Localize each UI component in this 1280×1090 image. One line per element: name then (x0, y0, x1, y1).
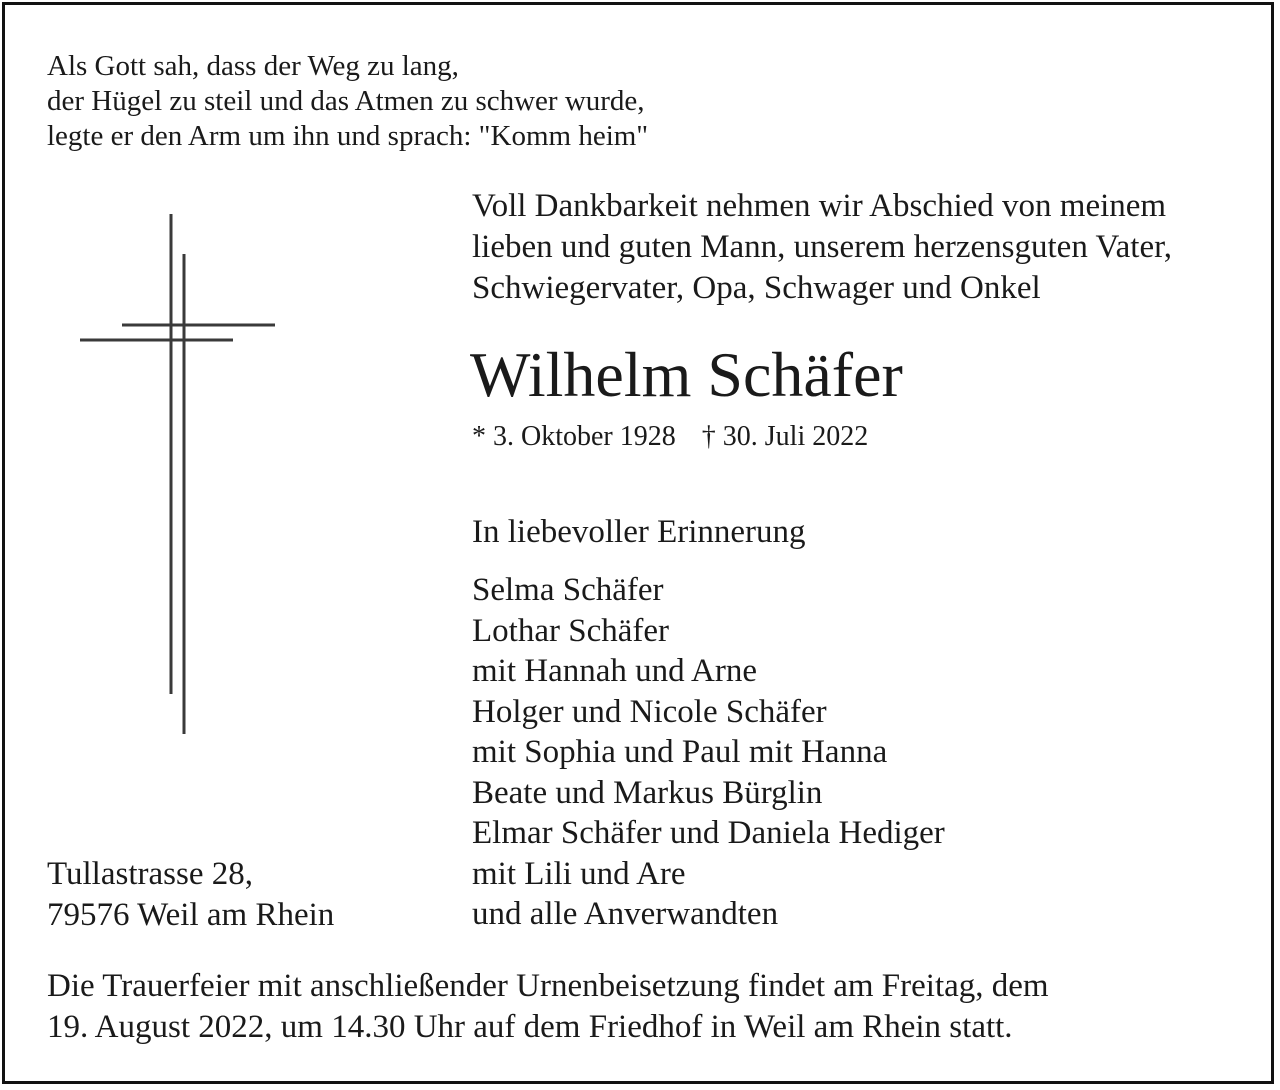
intro-line: Voll Dankbarkeit nehmen wir Abschied von meinem (472, 188, 1167, 224)
mourner-entry: Holger und Nicole Schäfer (472, 693, 827, 730)
address-city: 79576 Weil am Rhein (47, 896, 335, 933)
motto-line: der Hügel zu steil und das Atmen zu schwer wurde, (47, 85, 645, 117)
cross-icon (76, 212, 282, 740)
mourners-list (472, 570, 945, 935)
service-line: 19. August 2022, um 14.30 Uhr auf dem Friedhof in Weil am Rhein statt. (47, 1009, 1013, 1045)
mourner-entry: und alle Anverwandten (472, 896, 779, 932)
service-announcement (47, 966, 1049, 1048)
life-dates (472, 419, 868, 455)
service-line: Die Trauerfeier mit anschließender Urnenbeisetzung findet am Freitag, dem (47, 968, 1049, 1004)
remembrance-line: In liebevoller Erinnerung (472, 514, 806, 550)
mourner-entry: Selma Schäfer (472, 572, 664, 608)
motto-verse (47, 49, 648, 154)
intro-text (472, 186, 1172, 309)
deceased-name: Wilhelm Schäfer (470, 339, 903, 410)
motto-line: legte er den Arm um ihn und sprach: "Komm heim" (47, 120, 649, 152)
mourner-entry: mit Lili und Are (472, 855, 686, 892)
intro-line: Schwiegervater, Opa, Schwager und Onkel (472, 270, 1041, 306)
mourner-entry: mit Hannah und Arne (472, 653, 758, 689)
intro-line: lieben und guten Mann, unserem herzensguten Vater, (472, 229, 1173, 265)
mourner-entry: Beate und Markus Bürglin (472, 774, 823, 811)
birth-date: * 3. Oktober 1928 (472, 421, 676, 452)
mourner-entry: Lothar Schäfer (472, 612, 669, 649)
mourner-entry: Elmar Schäfer und Daniela Hediger (472, 815, 945, 851)
mourner-entry: mit Sophia und Paul mit Hanna (472, 734, 888, 770)
address-street: Tullastrasse 28, (47, 856, 253, 892)
motto-line: Als Gott sah, dass der Weg zu lang, (47, 50, 459, 82)
death-date: † 30. Juli 2022 (701, 421, 869, 452)
address (47, 854, 334, 935)
